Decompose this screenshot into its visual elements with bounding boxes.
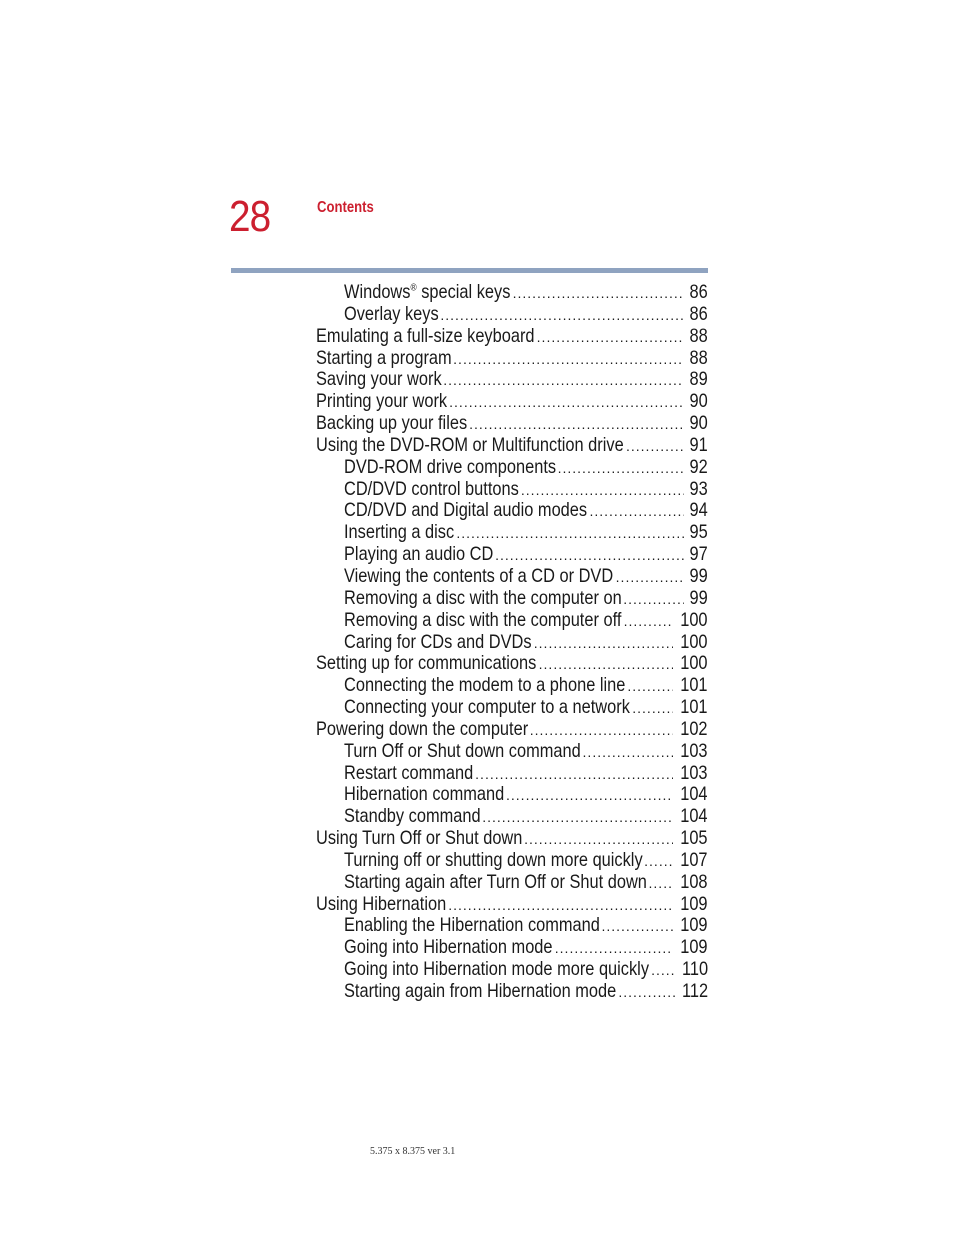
toc-entry-page: 86 <box>689 303 708 325</box>
toc-entry-title-text: CD/DVD control buttons <box>344 478 519 500</box>
toc-entry[interactable] <box>316 369 708 391</box>
section-title[interactable]: Contents <box>317 199 374 216</box>
toc-entry-page: 104 <box>680 784 708 806</box>
toc-entry-title-text: Starting a program <box>316 347 452 369</box>
dot-leader <box>524 829 673 850</box>
toc-entry-title <box>316 719 528 741</box>
toc-entry-title-text: Hibernation command <box>344 784 505 806</box>
toc-entry[interactable] <box>316 282 708 304</box>
toc-entry[interactable] <box>316 632 708 654</box>
toc-entry[interactable] <box>316 806 708 828</box>
toc-entry-title <box>344 697 630 719</box>
toc-entry-title <box>316 894 446 916</box>
toc-entry-page: 91 <box>689 434 708 456</box>
dot-leader <box>448 895 673 916</box>
dot-leader <box>626 436 684 457</box>
dot-leader <box>616 567 685 588</box>
toc-entry[interactable] <box>316 457 708 479</box>
toc-entry-title <box>344 610 621 632</box>
toc-entry-title <box>344 522 454 544</box>
toc-entry[interactable] <box>316 413 708 435</box>
toc-entry-page: 90 <box>689 413 708 435</box>
dot-leader <box>530 720 674 741</box>
toc-entry[interactable] <box>316 500 708 522</box>
toc-entry-title <box>344 479 519 501</box>
toc-entry-title <box>344 959 649 981</box>
toc-entry[interactable] <box>316 304 708 326</box>
toc-entry-page: 109 <box>680 893 708 915</box>
toc-entry-title <box>316 391 447 413</box>
toc-entry-title <box>344 806 481 828</box>
dot-leader <box>456 523 684 544</box>
toc-entry-title <box>344 304 439 326</box>
toc-entry-title <box>316 828 522 850</box>
dot-leader <box>624 611 674 632</box>
toc-entry-page: 103 <box>680 762 708 784</box>
footer-note: 5.375 x 8.375 ver 3.1 <box>370 1146 456 1157</box>
toc-entry-title <box>344 872 647 894</box>
toc-entry[interactable] <box>316 981 708 1003</box>
toc-entry-title-text: Removing a disc with the computer on <box>344 587 622 609</box>
toc-entry-page: 88 <box>689 347 708 369</box>
toc-entry-title-suffix: special keys <box>416 282 511 303</box>
toc-entry-page: 103 <box>680 740 708 762</box>
dot-leader <box>558 458 685 479</box>
dot-leader <box>475 764 673 785</box>
dot-leader <box>649 873 674 894</box>
table-of-contents <box>316 282 708 1003</box>
toc-entry-title <box>344 282 510 304</box>
toc-entry[interactable] <box>316 850 708 872</box>
toc-entry-title <box>316 413 467 435</box>
toc-entry[interactable] <box>316 697 708 719</box>
toc-entry[interactable] <box>316 763 708 785</box>
toc-entry-page: 107 <box>680 849 708 871</box>
dot-leader <box>627 676 673 697</box>
toc-entry-title <box>344 981 616 1003</box>
dot-leader <box>618 982 675 1003</box>
toc-entry-title-text: Turn Off or Shut down command <box>344 740 581 762</box>
toc-entry-title-text: Connecting your computer to a network <box>344 697 630 719</box>
dot-leader <box>482 807 673 828</box>
toc-entry-title <box>344 675 625 697</box>
dot-leader <box>440 305 684 326</box>
toc-entry-page: 99 <box>689 565 708 587</box>
toc-entry-title-text: Removing a disc with the computer off <box>344 609 622 631</box>
toc-entry-page: 100 <box>680 609 708 631</box>
dot-leader <box>495 545 684 566</box>
dot-leader <box>644 851 673 872</box>
toc-entry-page: 97 <box>689 544 708 566</box>
toc-entry-title <box>344 544 493 566</box>
dot-leader <box>583 742 674 763</box>
toc-entry-title <box>316 326 535 348</box>
toc-entry-title <box>344 457 556 479</box>
toc-entry-title <box>316 348 452 370</box>
toc-entry-page: 105 <box>680 828 708 850</box>
registered-mark: ® <box>410 282 417 294</box>
dot-leader <box>589 501 684 522</box>
toc-entry[interactable] <box>316 435 708 457</box>
toc-entry[interactable] <box>316 719 708 741</box>
toc-entry-page: 100 <box>680 653 708 675</box>
toc-entry-page: 93 <box>689 478 708 500</box>
toc-entry-page: 86 <box>689 282 708 303</box>
toc-entry[interactable] <box>316 588 708 610</box>
toc-entry[interactable] <box>316 326 708 348</box>
toc-entry-title <box>344 915 600 937</box>
toc-entry-title-text: Going into Hibernation mode more quickly <box>344 959 650 981</box>
toc-entry-page: 92 <box>689 456 708 478</box>
toc-entry[interactable] <box>316 675 708 697</box>
dot-leader <box>539 654 674 675</box>
toc-entry-title <box>344 850 643 872</box>
toc-entry-page: 100 <box>680 631 708 653</box>
toc-entry-title-text: Viewing the contents of a CD or DVD <box>344 565 614 587</box>
toc-entry-title-text: Connecting the modem to a phone line <box>344 675 626 697</box>
toc-entry[interactable] <box>316 566 708 588</box>
toc-entry[interactable] <box>316 479 708 501</box>
toc-entry-title-text: Powering down the computer <box>316 718 529 740</box>
toc-entry-title <box>344 741 581 763</box>
dot-leader <box>555 938 674 959</box>
toc-entry-page: 101 <box>680 675 708 697</box>
toc-entry-title <box>344 763 473 785</box>
toc-entry-page: 99 <box>689 587 708 609</box>
toc-entry-page: 108 <box>680 871 708 893</box>
toc-entry-title-text: DVD-ROM drive components <box>344 456 557 478</box>
toc-entry-page: 89 <box>689 369 708 391</box>
dot-leader <box>632 698 673 719</box>
toc-entry[interactable] <box>316 653 708 675</box>
toc-entry-title <box>344 937 553 959</box>
toc-entry[interactable] <box>316 522 708 544</box>
toc-entry[interactable] <box>316 544 708 566</box>
toc-entry[interactable] <box>316 741 708 763</box>
toc-entry-page: 88 <box>689 325 708 347</box>
toc-entry-title-text: Printing your work <box>316 391 448 413</box>
toc-entry-page: 94 <box>689 500 708 522</box>
toc-entry[interactable] <box>316 915 708 937</box>
toc-entry-title-text: Restart command <box>344 762 474 784</box>
toc-entry-page: 110 <box>681 959 708 981</box>
toc-entry-page: 109 <box>680 915 708 937</box>
toc-entry-title-text: Caring for CDs and DVDs <box>344 631 532 653</box>
toc-entry-title-text: Standby command <box>344 806 481 828</box>
dot-leader <box>469 414 684 435</box>
toc-entry-page: 109 <box>680 937 708 959</box>
dot-leader <box>623 589 684 610</box>
toc-entry-title-text: Backing up your files <box>316 413 468 435</box>
dot-leader <box>449 392 684 413</box>
toc-entry[interactable] <box>316 391 708 413</box>
toc-entry-title-text: Playing an audio CD <box>344 544 494 566</box>
toc-entry-title-text: Using the DVD-ROM or Multifunction drive <box>316 434 624 456</box>
toc-entry-title-text: Starting again from Hibernation mode <box>344 981 617 1002</box>
toc-entry-page: 112 <box>681 981 708 1002</box>
toc-entry-page: 90 <box>689 391 708 413</box>
toc-entry-title-text: Windows <box>344 282 411 303</box>
page-number: 28 <box>229 192 271 241</box>
toc-entry-title-text: CD/DVD and Digital audio modes <box>344 500 588 522</box>
toc-entry[interactable] <box>316 872 708 894</box>
dot-leader <box>453 349 684 370</box>
toc-entry-page: 102 <box>680 718 708 740</box>
toc-entry-title <box>316 435 624 457</box>
toc-entry[interactable] <box>316 894 708 916</box>
toc-entry[interactable] <box>316 937 708 959</box>
dot-leader <box>534 633 674 654</box>
toc-entry-title <box>344 566 613 588</box>
toc-entry[interactable] <box>316 610 708 632</box>
toc-entry-page: 104 <box>680 806 708 828</box>
dot-leader <box>601 916 673 937</box>
toc-entry-title-text: Using Turn Off or Shut down <box>316 828 523 850</box>
toc-entry-title <box>344 784 504 806</box>
toc-entry-title-text: Using Hibernation <box>316 893 447 915</box>
dot-leader <box>506 785 673 806</box>
toc-entry[interactable] <box>316 348 708 370</box>
dot-leader <box>651 960 675 981</box>
dot-leader <box>521 480 684 501</box>
toc-entry[interactable] <box>316 959 708 981</box>
toc-entry-title-text: Starting again after Turn Off or Shut down <box>344 871 647 893</box>
toc-entry[interactable] <box>316 784 708 806</box>
toc-entry-title <box>344 500 587 522</box>
header-rule <box>231 268 708 273</box>
toc-entry-title-text: Emulating a full-size keyboard <box>316 325 535 347</box>
toc-entry-title-text: Turning off or shutting down more quickly <box>344 849 643 871</box>
toc-entry-title <box>316 653 536 675</box>
dot-leader <box>443 370 684 391</box>
toc-entry-title <box>344 588 622 610</box>
dot-leader <box>513 283 685 304</box>
toc-entry-title-text: Setting up for communications <box>316 653 537 675</box>
toc-entry[interactable] <box>316 828 708 850</box>
toc-entry-title-text: Inserting a disc <box>344 522 455 544</box>
toc-entry-title-text: Going into Hibernation mode <box>344 937 553 959</box>
toc-entry-title <box>316 369 442 391</box>
toc-entry-page: 95 <box>689 522 708 544</box>
toc-entry-title-text: Enabling the Hibernation command <box>344 915 600 937</box>
toc-entry-title-text: Saving your work <box>316 369 442 391</box>
toc-entry-title-text: Overlay keys <box>344 303 439 325</box>
toc-entry-page: 101 <box>680 697 708 719</box>
toc-entry-title <box>344 632 532 654</box>
dot-leader <box>537 327 685 348</box>
